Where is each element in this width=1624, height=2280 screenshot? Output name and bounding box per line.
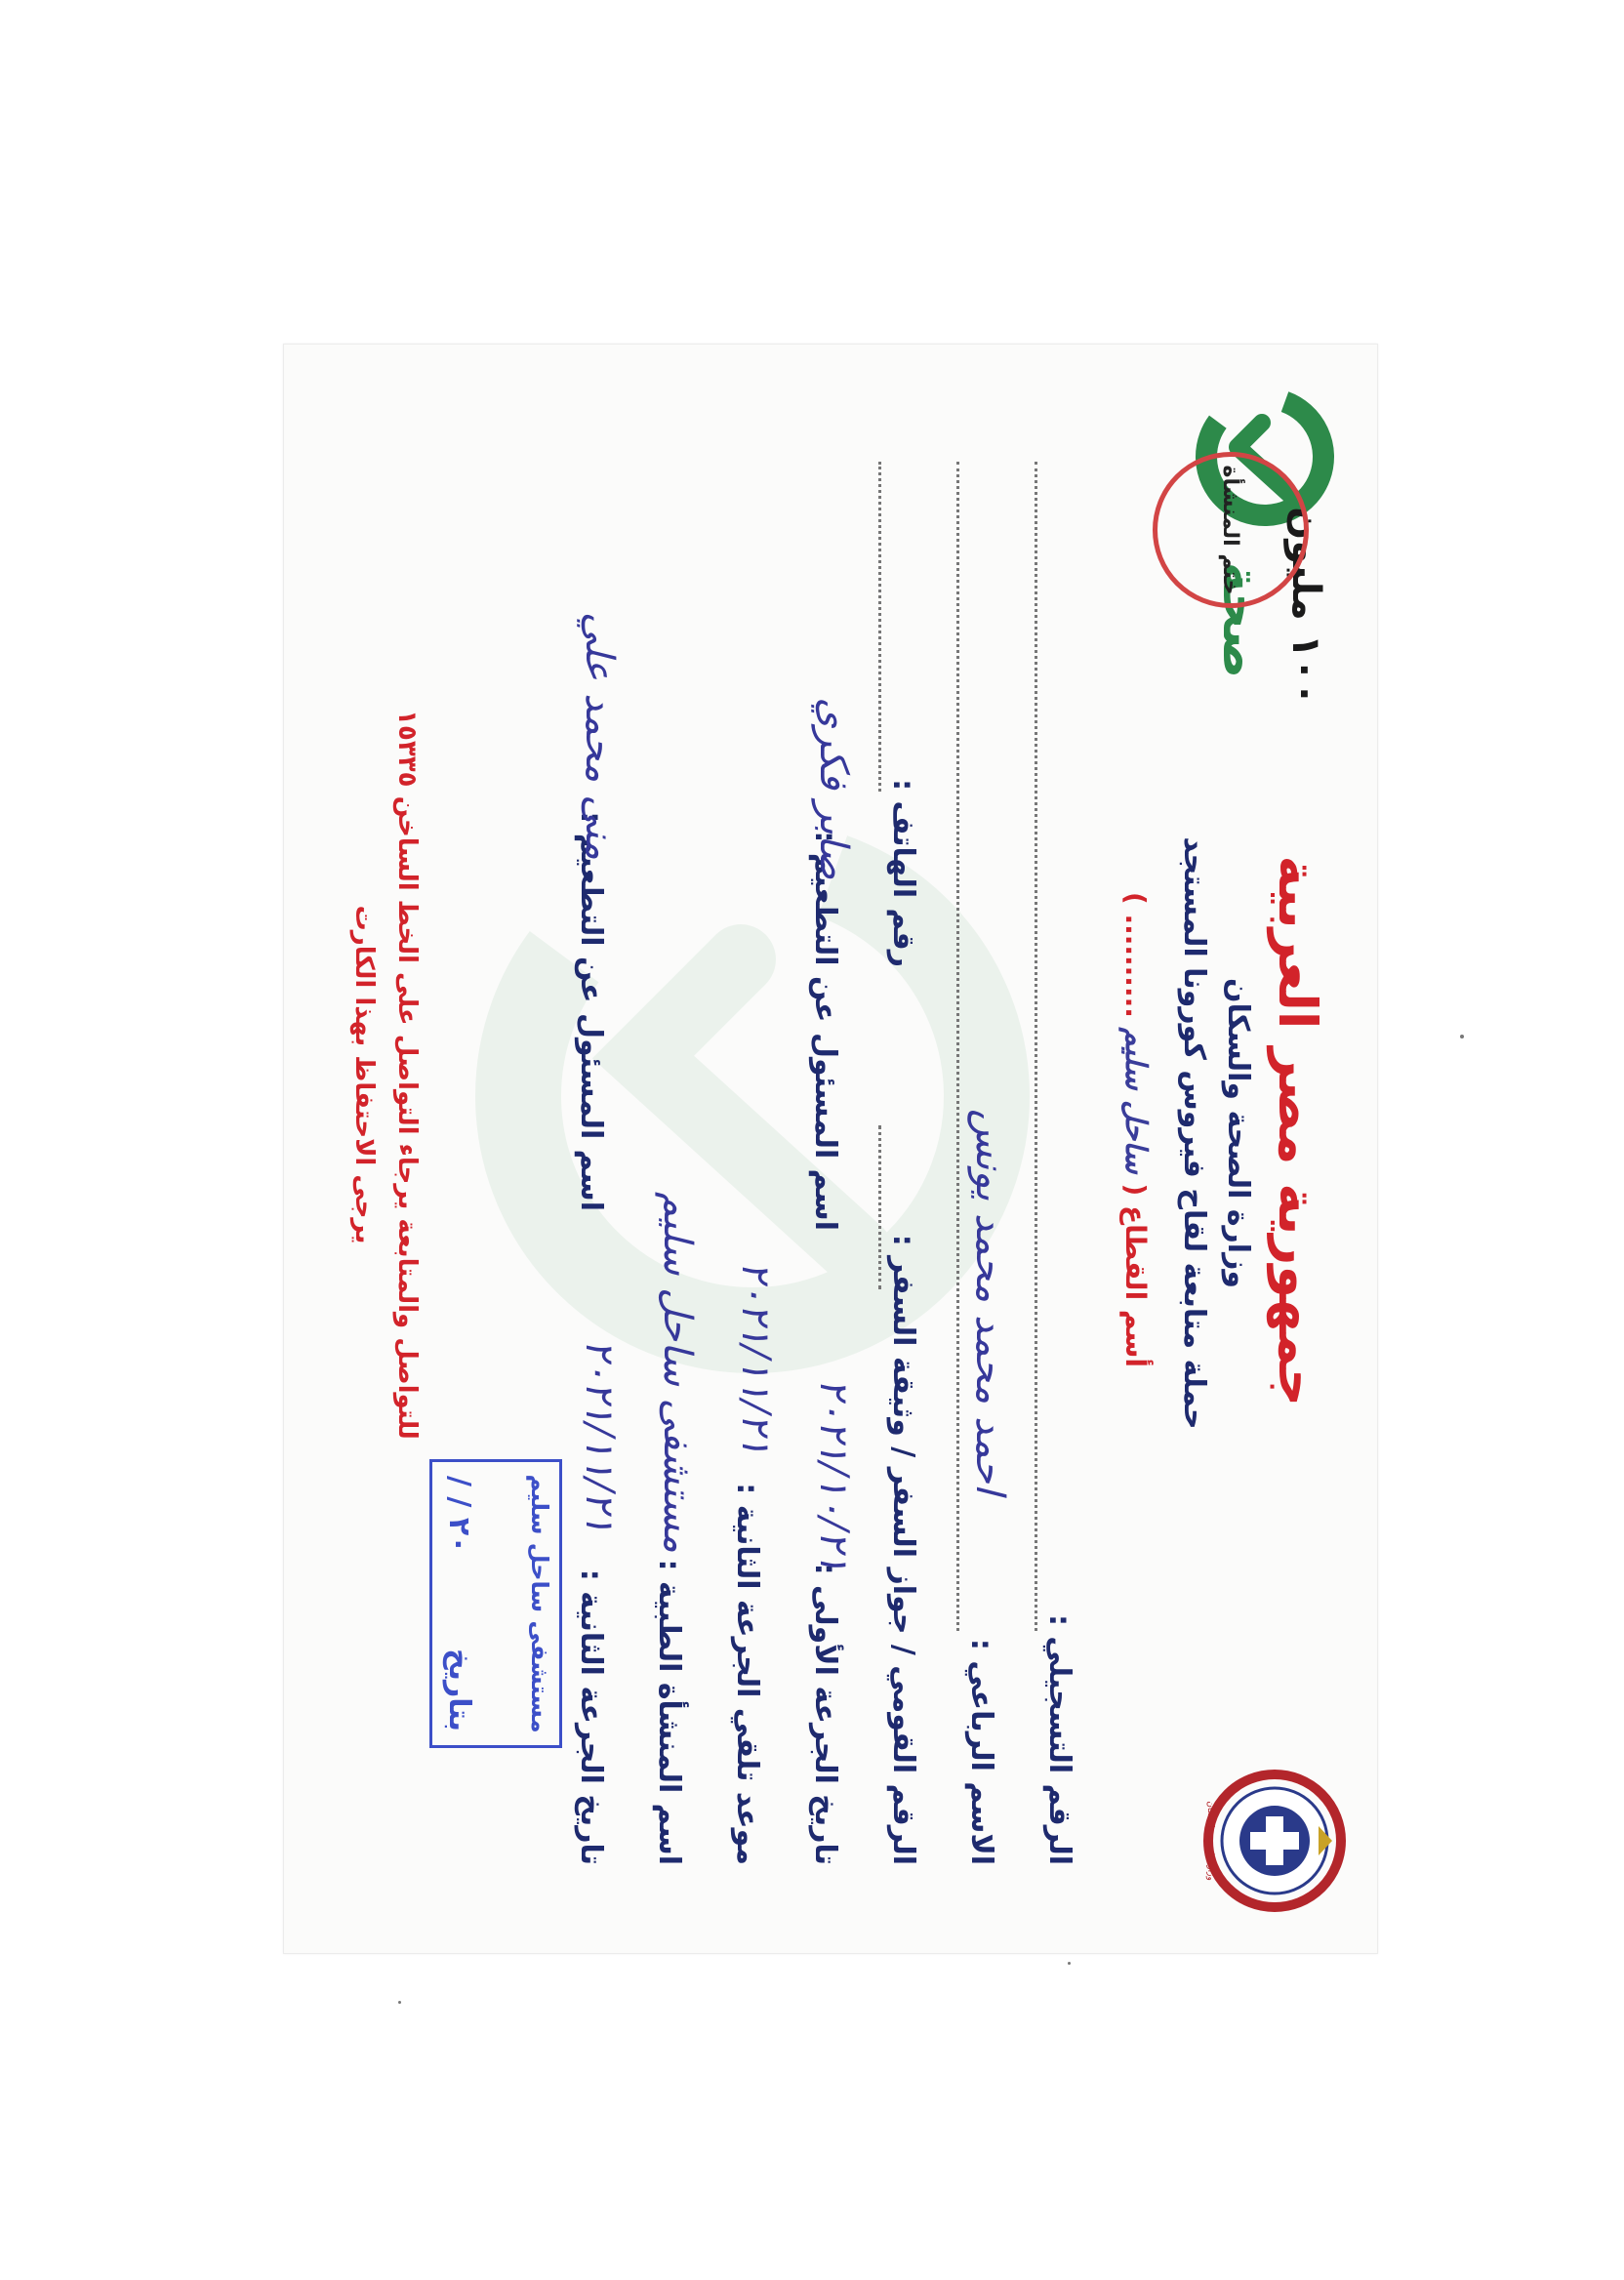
field-dotted-line xyxy=(956,462,959,1631)
field-dotted-line xyxy=(878,1125,881,1289)
sector-close: ) xyxy=(1119,891,1152,905)
facility-stamp-label: ختم المنشأة xyxy=(1218,465,1243,595)
field-full-name xyxy=(948,462,1012,1865)
field-phone xyxy=(870,462,928,967)
sector-line xyxy=(1118,891,1153,1367)
field-label: الرقم القومي / جواز السفر / وثيقة السفر : xyxy=(886,1234,920,1865)
country-title: جمهورية مصر العربية xyxy=(1267,855,1328,1406)
scan-speck xyxy=(1068,1962,1071,1965)
field-label: اسم المسئول عن التطعيم : xyxy=(574,811,608,1211)
field-value: مستشفى ساحل سليم xyxy=(655,1191,700,1553)
field-value: صابر فكري xyxy=(811,697,856,879)
field-medical-facility xyxy=(635,462,700,1865)
sector-value: ساحل سليم xyxy=(1118,1027,1153,1174)
date-stamp-date: ٢٠ / / xyxy=(442,1476,476,1554)
scan-speck xyxy=(1460,1035,1464,1038)
card-content xyxy=(284,345,1377,1953)
field-registration-number xyxy=(1026,462,1084,1865)
facility-stamp-circle xyxy=(1153,452,1309,608)
ministry-name: وزارة الصحة والسكان xyxy=(1221,977,1255,1289)
field-label: رقم الهاتف : xyxy=(886,779,920,967)
facility-date-stamp xyxy=(429,1459,562,1748)
field-value: ٢٠٢١/١١/٢١ xyxy=(733,1261,778,1455)
campaign-name: حملة متابعة لقاح فيروس كورونا المستجد xyxy=(1177,836,1211,1430)
vaccination-card xyxy=(283,344,1378,1954)
date-stamp-prefix: بتاريخ xyxy=(442,1649,476,1731)
field-label: الاسم الرباعي : xyxy=(964,1638,998,1865)
hotline-note: للتواصل والمتابعة يرجاء التواصل على الخط الساخن ١٥٣٣٥ xyxy=(392,710,422,1440)
field-label: موعد تلقي الجرعة الثانية : xyxy=(730,1483,764,1865)
sector-dots: .......... xyxy=(1119,914,1152,1018)
field-label: اسم المنشأة الطبية : xyxy=(652,1559,686,1865)
field-label: تاريخ الجرعة الأولى : xyxy=(808,1563,842,1865)
logo-text-100-million: ١٠٠ مليون xyxy=(1283,507,1328,706)
date-stamp-date-line xyxy=(442,1476,476,1731)
sector-label: أسم القطاع ( xyxy=(1119,1183,1152,1367)
field-label: اسم المسئول عن التطعيم : xyxy=(808,831,842,1231)
field-label: تاريخ الجرعة الثانية : xyxy=(574,1568,608,1865)
keep-card-note: يرجى الاحتفاظ بهذا الكارت xyxy=(349,905,379,1244)
card-footer xyxy=(343,587,428,1563)
field-dotted-line xyxy=(1035,462,1037,1631)
field-vaccinator-2 xyxy=(557,462,622,1211)
ministry-of-health-logo-icon xyxy=(1201,1768,1348,1914)
date-stamp-title: مستشفى ساحل سليم xyxy=(526,1474,553,1733)
field-value: ٢٠٢١/١٠/٢١ xyxy=(811,1378,856,1572)
field-label: الرقم التسجيلي : xyxy=(1042,1613,1076,1865)
field-second-dose-appointment xyxy=(713,462,778,1865)
field-value: احمد محمد محمد يونس xyxy=(967,1109,1012,1494)
svg-text:وزارة الصحة والسكان: وزارة الصحة والسكان xyxy=(1205,1801,1215,1881)
field-vaccinator-1 xyxy=(792,462,856,1231)
field-value: ٢٠٢١/١١/٢١ xyxy=(577,1339,622,1533)
field-value: منى محمد علي xyxy=(577,611,622,860)
scan-speck xyxy=(398,2001,401,2004)
field-dotted-line xyxy=(878,462,881,792)
logo-text-health: صحة xyxy=(1211,561,1270,679)
